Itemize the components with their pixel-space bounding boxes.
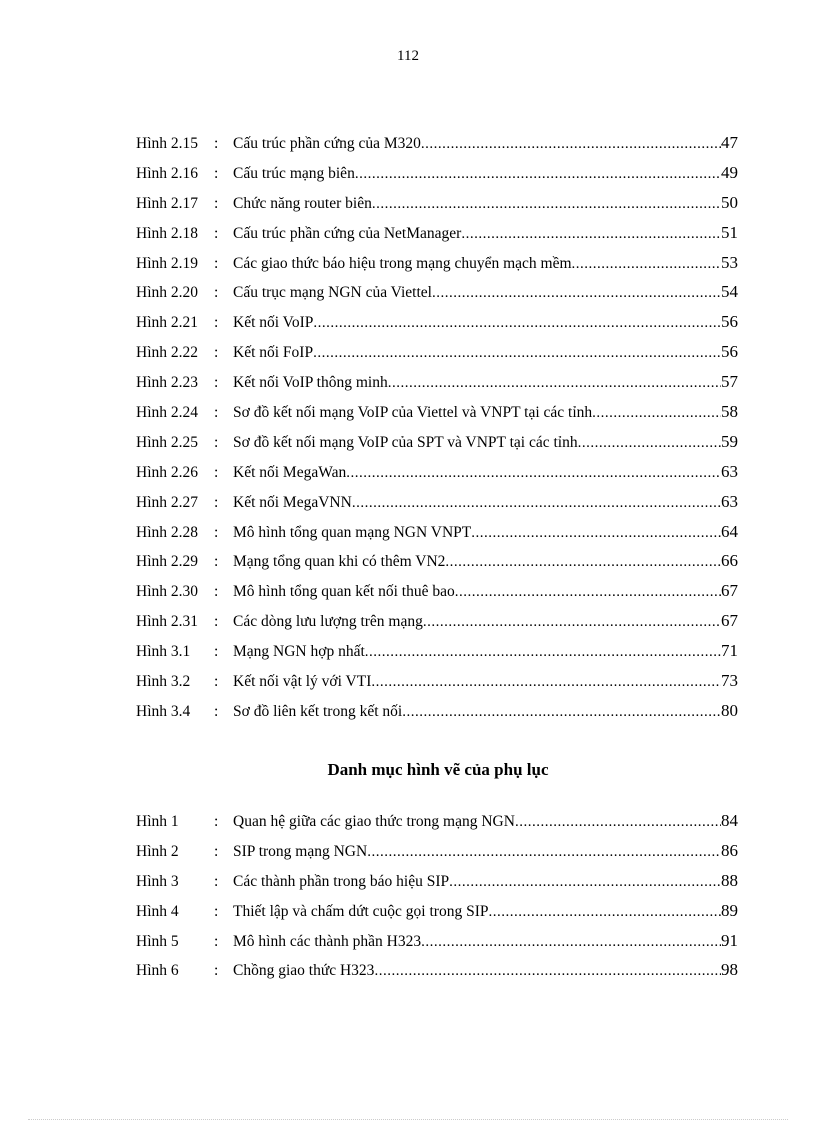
figure-title: Chồng giao thức H323 — [233, 962, 375, 980]
dot-leader — [374, 963, 721, 980]
dot-leader — [578, 435, 721, 452]
figure-title: Cấu trục mạng NGN của Viettel — [233, 284, 432, 302]
figure-label: Hình 2.25 — [136, 433, 198, 451]
figure-title: Kết nối MegaWan — [233, 463, 347, 481]
figure-title: Sơ đồ kết nối mạng VoIP của SPT và VNPT tại các tỉnh — [233, 433, 578, 451]
figure-label: Hình 2.28 — [136, 523, 198, 541]
page-ref: 54 — [721, 282, 738, 302]
separator: : — [214, 314, 219, 332]
separator: : — [214, 583, 219, 601]
figure-label: Hình 2 — [136, 842, 179, 860]
figure-title: Thiết lập và chấm dứt cuộc gọi trong SIP — [233, 902, 489, 920]
dot-leader — [402, 704, 721, 721]
separator: : — [214, 932, 219, 950]
page-ref: 66 — [721, 551, 738, 571]
dot-leader — [461, 226, 721, 243]
dot-leader — [313, 345, 721, 362]
separator: : — [214, 842, 219, 860]
figure-label: Hình 2.16 — [136, 164, 198, 182]
dot-leader — [421, 934, 721, 951]
figure-title: Mạng tổng quan khi có thêm VN2 — [233, 553, 446, 571]
figure-label: Hình 2.29 — [136, 553, 198, 571]
separator: : — [214, 872, 219, 890]
page-ref: 84 — [721, 811, 738, 830]
page-number: 112 — [397, 48, 419, 64]
toc-entry — [136, 611, 738, 641]
figure-title: Các dòng lưu lượng trên mạng — [233, 613, 423, 631]
dot-leader — [449, 874, 721, 891]
toc-entry — [136, 223, 738, 253]
figure-label: Hình 2.26 — [136, 463, 198, 481]
figure-label: Hình 6 — [136, 962, 179, 980]
dot-leader — [572, 256, 721, 273]
toc-entry — [136, 871, 738, 901]
separator: : — [214, 404, 219, 422]
page-ref: 67 — [721, 581, 738, 601]
separator: : — [214, 344, 219, 362]
figure-title: SIP trong mạng NGN — [233, 842, 368, 860]
figure-title: Kết nối VoIP thông minh — [233, 374, 388, 392]
page-ref: 59 — [721, 431, 738, 451]
toc-entry — [136, 671, 738, 701]
toc-entry — [136, 133, 738, 163]
toc-entry — [136, 522, 738, 552]
figure-label: Hình 2.31 — [136, 613, 198, 631]
separator: : — [214, 673, 219, 691]
toc-entry — [136, 462, 738, 492]
separator: : — [214, 463, 219, 481]
page-ref: 89 — [721, 900, 738, 920]
figure-label: Hình 2.15 — [136, 135, 198, 152]
page-ref: 73 — [721, 671, 738, 691]
dot-leader — [352, 495, 721, 512]
figure-title: Sơ đồ kết nối mạng VoIP của Viettel và VNPT tại các tỉnh — [233, 404, 593, 422]
figure-label: Hình 3 — [136, 872, 179, 890]
page-ref: 56 — [721, 342, 738, 362]
dot-leader — [423, 614, 721, 631]
figure-label: Hình 2.27 — [136, 493, 198, 511]
page-ref: 64 — [721, 521, 738, 541]
separator: : — [214, 493, 219, 511]
figure-title: Mô hình tổng quan mạng NGN VNPT — [233, 523, 472, 541]
separator: : — [214, 553, 219, 571]
page-ref: 58 — [721, 402, 738, 422]
page-ref: 50 — [721, 192, 738, 212]
separator: : — [214, 433, 219, 451]
figure-label: Hình 2.30 — [136, 583, 198, 601]
figure-label: Hình 2.24 — [136, 404, 198, 422]
page-ref: 63 — [721, 491, 738, 511]
dot-leader — [471, 525, 721, 542]
figure-title: Các thành phần trong báo hiệu SIP — [233, 872, 450, 890]
figure-title: Chức năng router biên — [233, 194, 372, 212]
page-ref: 98 — [721, 960, 738, 980]
separator: : — [214, 135, 219, 152]
toc-entry — [136, 253, 738, 283]
figure-title: Các giao thức báo hiệu trong mạng chuyển mạch mềm — [233, 254, 572, 272]
dot-leader — [388, 375, 721, 392]
separator: : — [214, 643, 219, 661]
separator: : — [214, 613, 219, 631]
toc-entry — [136, 841, 738, 871]
separator: : — [214, 224, 219, 242]
figure-title: Kết nối MegaVNN — [233, 493, 352, 511]
figure-label: Hình 2.19 — [136, 254, 198, 272]
separator: : — [214, 902, 219, 920]
figure-title: Mô hình tổng quan kết nối thuê bao — [233, 583, 455, 601]
toc-entry — [136, 701, 738, 731]
figure-title: Mô hình các thành phần H323 — [233, 932, 422, 950]
dot-leader — [313, 315, 721, 332]
dot-leader — [515, 814, 721, 831]
dot-leader — [346, 465, 721, 482]
dot-leader — [365, 644, 721, 661]
page-ref: 49 — [721, 162, 738, 182]
figure-label: Hình 2.20 — [136, 284, 198, 302]
dot-leader — [367, 844, 721, 861]
toc-entry — [136, 551, 738, 581]
figure-title: Sơ đồ liên kết trong kết nối — [233, 702, 403, 720]
figure-title: Cấu trúc phần cứng của NetManager — [233, 224, 462, 242]
figure-list — [136, 133, 738, 731]
page-ref: 91 — [721, 930, 738, 950]
appendix-figure-list — [136, 811, 738, 990]
separator: : — [214, 194, 219, 212]
figure-label: Hình 3.4 — [136, 702, 191, 720]
dot-leader — [489, 904, 722, 921]
figure-label: Hình 3.2 — [136, 673, 191, 691]
page-ref: 67 — [721, 611, 738, 631]
separator: : — [214, 374, 219, 392]
toc-entry — [136, 372, 738, 402]
dot-leader — [592, 405, 721, 422]
toc-entry — [136, 163, 738, 193]
separator: : — [214, 254, 219, 272]
toc-entry — [136, 312, 738, 342]
dot-leader — [355, 166, 721, 183]
figure-title: Kết nối vật lý với VTI — [233, 673, 372, 691]
figure-label: Hình 5 — [136, 932, 179, 950]
separator: : — [214, 523, 219, 541]
dot-leader — [372, 196, 721, 213]
separator: : — [214, 813, 219, 830]
toc-entry — [136, 342, 738, 372]
dot-leader — [371, 674, 721, 691]
page-ref: 63 — [721, 461, 738, 481]
toc-entry — [136, 193, 738, 223]
separator: : — [214, 164, 219, 182]
figure-label: Hình 3.1 — [136, 643, 191, 661]
toc-entry — [136, 960, 738, 990]
toc-entry — [136, 402, 738, 432]
figure-title: Cấu trúc phần cứng của M320 — [233, 135, 421, 152]
dot-leader — [421, 136, 721, 153]
page-ref: 56 — [721, 312, 738, 332]
dot-leader — [432, 285, 721, 302]
figure-label: Hình 1 — [136, 813, 179, 830]
page-ref: 71 — [721, 641, 738, 661]
toc-entry — [136, 811, 738, 841]
bottom-rule — [28, 1119, 788, 1120]
page-ref: 51 — [721, 222, 738, 242]
figure-title: Quan hệ giữa các giao thức trong mạng NGN — [233, 813, 515, 830]
page-ref: 53 — [721, 252, 738, 272]
separator: : — [214, 962, 219, 980]
figure-label: Hình 4 — [136, 902, 179, 920]
dot-leader — [455, 584, 721, 601]
page-ref: 47 — [721, 133, 738, 152]
toc-entry — [136, 931, 738, 961]
page-ref: 57 — [721, 372, 738, 392]
figure-label: Hình 2.21 — [136, 314, 198, 332]
toc-entry — [136, 432, 738, 462]
separator: : — [214, 702, 219, 720]
figure-label: Hình 2.18 — [136, 224, 198, 242]
toc-entry — [136, 282, 738, 312]
appendix-heading: Danh mục hình vẽ của phụ lục — [327, 760, 549, 779]
figure-title: Kết nối FoIP — [233, 344, 314, 362]
figure-title: Mạng NGN hợp nhất — [233, 643, 365, 661]
toc-entry — [136, 641, 738, 671]
page-ref: 80 — [721, 700, 738, 720]
figure-title: Cấu trúc mạng biên — [233, 164, 355, 182]
separator: : — [214, 284, 219, 302]
page-ref: 86 — [721, 840, 738, 860]
page-ref: 88 — [721, 870, 738, 890]
figure-label: Hình 2.17 — [136, 194, 198, 212]
toc-entry — [136, 581, 738, 611]
figure-label: Hình 2.22 — [136, 344, 198, 362]
figure-title: Kết nối VoIP — [233, 314, 314, 332]
dot-leader — [445, 554, 721, 571]
toc-entry — [136, 492, 738, 522]
toc-entry — [136, 901, 738, 931]
figure-label: Hình 2.23 — [136, 374, 198, 392]
